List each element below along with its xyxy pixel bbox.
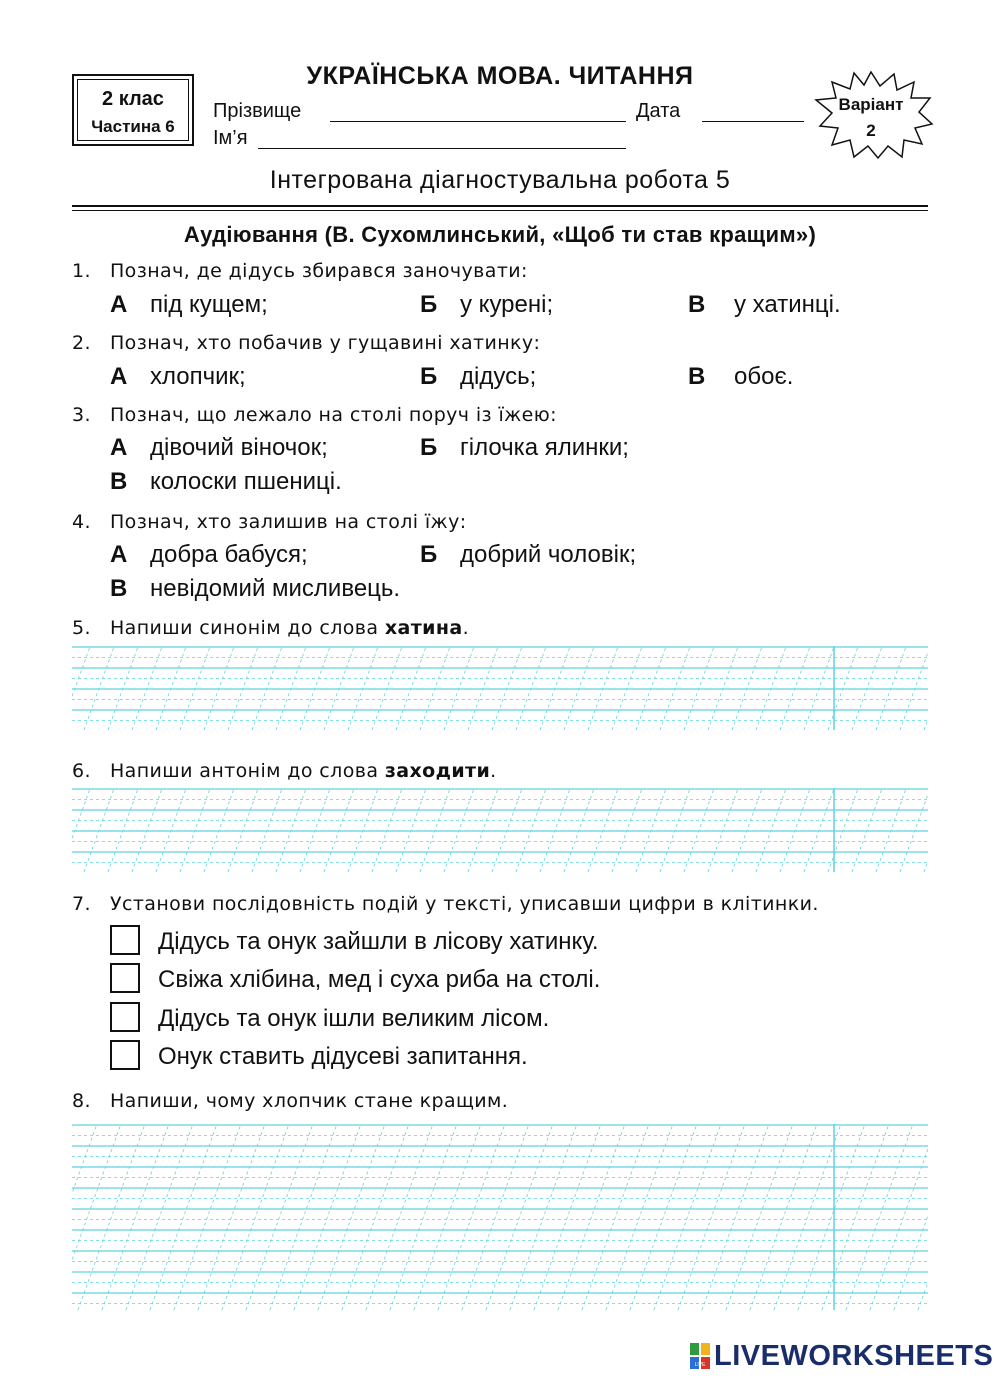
- answer-lines-q8[interactable]: [72, 1124, 928, 1310]
- sequence-checkbox-3[interactable]: [110, 1002, 140, 1032]
- q1-option-a[interactable]: А під кущем;: [110, 291, 268, 318]
- q2-option-a[interactable]: А хлопчик;: [110, 363, 246, 390]
- surname-label: Прізвище: [213, 100, 302, 122]
- answer-lines-q5[interactable]: [72, 646, 928, 730]
- q3-option-c[interactable]: В колоски пшениці.: [110, 468, 342, 495]
- q4-option-a[interactable]: А добра бабуся;: [110, 541, 308, 568]
- variant-number: 2: [866, 121, 876, 140]
- q1-option-b[interactable]: Б у курені;: [420, 291, 554, 318]
- question-8: 8. Напиши, чому хлопчик стане кращим.: [72, 1090, 509, 1112]
- q4-option-c[interactable]: В невідомий мисливець.: [110, 575, 401, 602]
- page-title: УКРАЇНСЬКА МОВА. ЧИТАННЯ: [306, 62, 694, 90]
- sequence-item-1: Дідусь та онук зайшли в лісову хатинку.: [158, 928, 599, 955]
- variant-badge: [808, 70, 934, 160]
- part-label: Частина 6: [91, 117, 175, 136]
- question-6: 6. Напиши антонім до слова заходити.: [72, 760, 497, 782]
- question-5: 5. Напиши синонім до слова хатина.: [72, 617, 470, 639]
- sequence-item-2: Свіжа хлібина, мед і суха риба на столі.: [158, 966, 601, 993]
- divider: [72, 205, 928, 207]
- name-label: Ім’я: [213, 127, 248, 149]
- question-1: 1. Познач, де дідусь збирався заночувати:: [72, 260, 528, 282]
- svg-text:LIVE: LIVE: [694, 1362, 706, 1368]
- subtitle: Інтегрована діагностувальна робота 5: [269, 166, 731, 194]
- question-4: 4. Познач, хто залишив на столі їжу:: [72, 511, 467, 533]
- sequence-checkbox-1[interactable]: [110, 925, 140, 955]
- q2-option-b[interactable]: Б дідусь;: [420, 363, 537, 390]
- date-label: Дата: [636, 100, 681, 122]
- logo-mark-icon: [690, 1343, 710, 1369]
- name-field[interactable]: [258, 127, 626, 149]
- divider: [72, 210, 928, 211]
- sequence-checkbox-2[interactable]: [110, 963, 140, 993]
- sequence-item-4: Онук ставить дідусеві запитання.: [158, 1043, 528, 1070]
- q3-option-a[interactable]: А дівочий віночок;: [110, 434, 328, 461]
- answer-lines-q6[interactable]: [72, 788, 928, 872]
- liveworksheets-logo: [690, 1341, 993, 1371]
- grade-label: 2 клас: [102, 88, 164, 110]
- section-title: Аудіювання (В. Сухомлинський, «Щоб ти став кращим»): [183, 222, 817, 247]
- sequence-item-3: Дідусь та онук ішли великим лісом.: [158, 1005, 550, 1032]
- logo-text: LIVEWORKSHEETS: [714, 1339, 994, 1372]
- question-2: 2. Познач, хто побачив у гущавині хатинку:: [72, 332, 541, 354]
- grade-box: [72, 74, 194, 146]
- q2-option-c[interactable]: В обоє.: [688, 363, 794, 390]
- date-field[interactable]: [702, 100, 804, 122]
- q3-option-b[interactable]: Б гілочка ялинки;: [420, 434, 629, 461]
- variant-label: Варіант: [838, 95, 904, 114]
- keyword: заходити: [384, 760, 491, 782]
- sequence-checkbox-4[interactable]: [110, 1040, 140, 1070]
- keyword: хатина: [384, 617, 463, 639]
- q4-option-b[interactable]: Б добрий чоловік;: [420, 541, 637, 568]
- q1-option-c[interactable]: В у хатинці.: [688, 291, 841, 318]
- question-3: 3. Познач, що лежало на столі поруч із їжею:: [72, 404, 557, 426]
- surname-field[interactable]: [330, 100, 626, 122]
- question-7: 7. Установи послідовність подій у тексті, уписавши цифри в клітинки.: [72, 893, 819, 915]
